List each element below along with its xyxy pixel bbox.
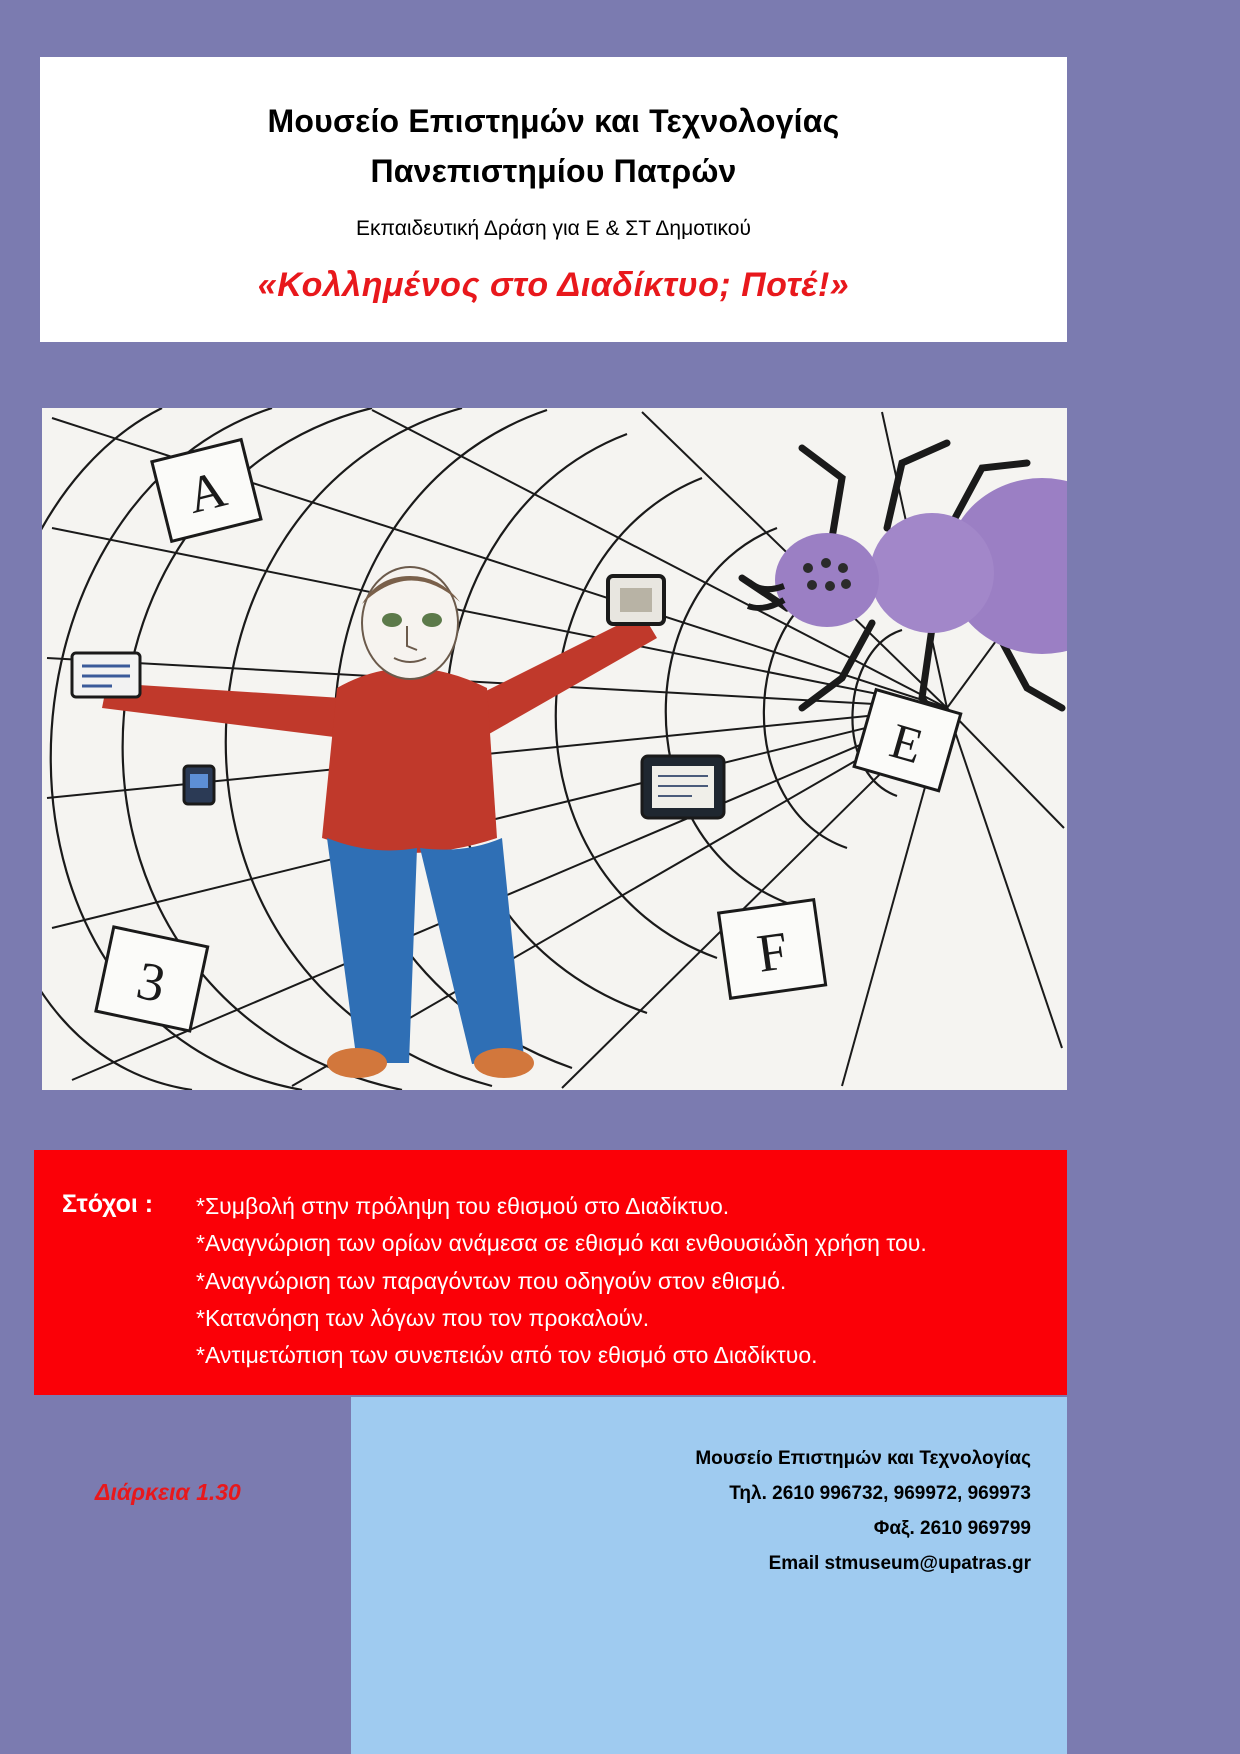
page-title: «Κολλημένος στο Διαδίκτυο; Ποτέ!»	[257, 265, 850, 304]
goals-label: Στόχοι :	[62, 1190, 154, 1218]
header-panel	[40, 57, 1067, 342]
goal-item: *Κατανόηση των λόγων που τον προκαλούν.	[196, 1304, 650, 1331]
header-subtitle: Εκπαιδευτική Δράση για Ε & ΣΤ Δημοτικού	[356, 217, 751, 241]
goal-item: *Αναγνώριση των ορίων ανάμεσα σε εθισμό και ενθουσιώδη χρήση του.	[196, 1230, 927, 1257]
goal-item: *Αναγνώριση των παραγόντων που οδηγούν στον εθισμό.	[196, 1267, 787, 1294]
contact-fax: Φαξ. 2610 969799	[873, 1518, 1031, 1540]
illustration-drawing	[42, 408, 1067, 1090]
contact-email: Email stmuseum@upatras.gr	[768, 1553, 1031, 1575]
duration-label: Διάρκεια 1.30	[95, 1479, 241, 1505]
contact-phone: Τηλ. 2610 996732, 969972, 969973	[729, 1483, 1031, 1505]
svg-text:E: E	[884, 711, 929, 775]
contact-panel	[351, 1397, 1067, 1754]
organization-title-line2: Πανεπιστημίου Πατρών	[370, 152, 737, 189]
goals-panel	[34, 1150, 1067, 1395]
goal-item: *Συμβολή στην πρόληψη του εθισμού στο Διαδίκτυο.	[196, 1193, 730, 1219]
goal-item: *Αντιμετώπιση των συνεπειών από τον εθισμό στο Διαδίκτυο.	[196, 1342, 818, 1368]
contact-organization: Μουσείο Επιστημών και Τεχνολογίας	[695, 1448, 1031, 1469]
svg-text:3: 3	[131, 949, 171, 1015]
svg-text:F: F	[753, 920, 792, 984]
organization-title-line1: Μουσείο Επιστημών και Τεχνολογίας	[267, 103, 840, 139]
svg-text:A: A	[181, 460, 233, 526]
goals-list	[196, 1188, 1056, 1374]
spider-web-illustration	[42, 408, 1067, 1090]
